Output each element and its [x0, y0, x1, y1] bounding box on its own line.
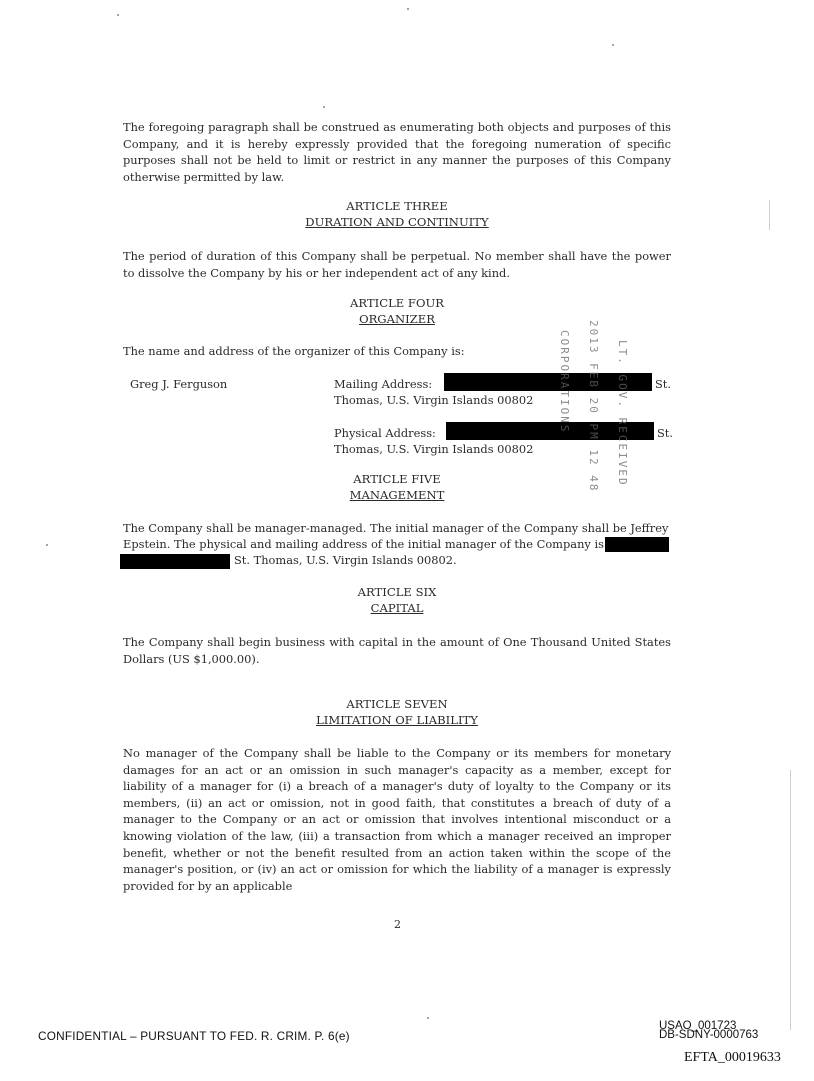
physical-address-suffix: St.	[657, 426, 674, 440]
management-line3: St. Thomas, U.S. Virgin Islands 00802.	[234, 553, 457, 567]
scan-edge-mark	[769, 200, 770, 230]
article-three-title: ARTICLE THREE	[346, 199, 448, 213]
page-number: 2	[394, 918, 401, 931]
mailing-address-line2: Thomas, U.S. Virgin Islands 00802	[334, 393, 534, 407]
paragraph-duration: The period of duration of this Company shall be perpetual. No member shall have the power to dissolve the Company by his or her independent act of any kind.	[123, 249, 671, 280]
bates-stamp	[659, 1022, 758, 1040]
article-four-subtitle: ORGANIZER	[359, 311, 435, 326]
management-line2: Epstein. The physical and mailing address of the initial manager of the Company is	[123, 537, 604, 551]
article-five-heading	[123, 472, 671, 503]
filing-stamp-date: 2013 FEB 20 PM 12 48	[587, 320, 600, 493]
article-seven-title: ARTICLE SEVEN	[346, 697, 448, 711]
article-four-title: ARTICLE FOUR	[350, 296, 444, 310]
article-five-title: ARTICLE FIVE	[353, 472, 441, 486]
paragraph-objects-purposes: The foregoing paragraph shall be construed as enumerating both objects and purposes of this Company, and it is hereby expressly provided that the foregoing numeration of specific purposes shall not be held to limit or restrict in any manner the purposes of this Company otherwise permitted by law.	[123, 120, 671, 184]
filing-stamp-received: LT. GOV. RECEIVED	[616, 340, 629, 487]
article-seven-heading	[123, 697, 671, 728]
scan-speck	[407, 8, 409, 10]
management-line1: The Company shall be manager-managed. The initial manager of the Company shall be Jeffrey	[123, 521, 669, 535]
article-five-subtitle: MANAGEMENT	[349, 487, 445, 502]
paragraph-capital: The Company shall begin business with capital in the amount of One Thousand United States Dollars (US $1,000.00).	[123, 635, 671, 666]
filing-stamp-corporations: CORPORATIONS	[558, 330, 571, 434]
scan-edge-mark	[790, 770, 791, 1030]
article-six-title: ARTICLE SIX	[357, 585, 437, 599]
usao-number: USAO_001723	[659, 1020, 737, 1032]
scan-speck	[612, 44, 614, 46]
scan-speck	[117, 14, 119, 16]
article-six-subtitle: CAPITAL	[370, 600, 424, 615]
physical-address-label: Physical Address:	[334, 426, 436, 440]
redaction-manager-address-2	[120, 554, 230, 569]
redaction-manager-address-1	[605, 537, 669, 552]
efta-number: EFTA_00019633	[684, 1050, 781, 1065]
scan-speck	[427, 1017, 429, 1019]
organizer-name: Greg J. Ferguson	[130, 377, 228, 391]
mailing-address-label: Mailing Address:	[334, 377, 433, 391]
physical-address-line2: Thomas, U.S. Virgin Islands 00802	[334, 442, 534, 456]
scan-speck	[46, 544, 48, 546]
article-three-heading	[123, 199, 671, 230]
mailing-address-suffix: St.	[655, 377, 672, 391]
article-seven-subtitle: LIMITATION OF LIABILITY	[316, 712, 478, 727]
paragraph-limitation-liability: No manager of the Company shall be liable to the Company or its members for monetary damages for an act or an omission in such manager's capacity as a member, except for liability of a manager for (i) a breach of a manager's duty of loyalty to the Company or its members, (ii) an act or omission, not in good faith, that constitutes a breach of duty of a manager to the Company or an act or omission that involves intentional misconduct or a knowing violation of the law, (iii) a transaction from which a manager received an improper benefit, whether or not the benefit resulted from an action taken within the scope of the manager's position, or (iv) an act or omission for which the liability of a manager is expressly provided for by an applicable	[123, 746, 671, 893]
db-sdny-number: DB-SDNY-0000763	[659, 1029, 759, 1041]
scan-speck	[323, 106, 325, 108]
article-three-subtitle: DURATION AND CONTINUITY	[305, 214, 489, 229]
organizer-intro: The name and address of the organizer of this Company is:	[123, 344, 465, 358]
article-six-heading	[123, 585, 671, 616]
confidential-footer: CONFIDENTIAL – PURSUANT TO FED. R. CRIM. P. 6(e)	[38, 1029, 350, 1043]
